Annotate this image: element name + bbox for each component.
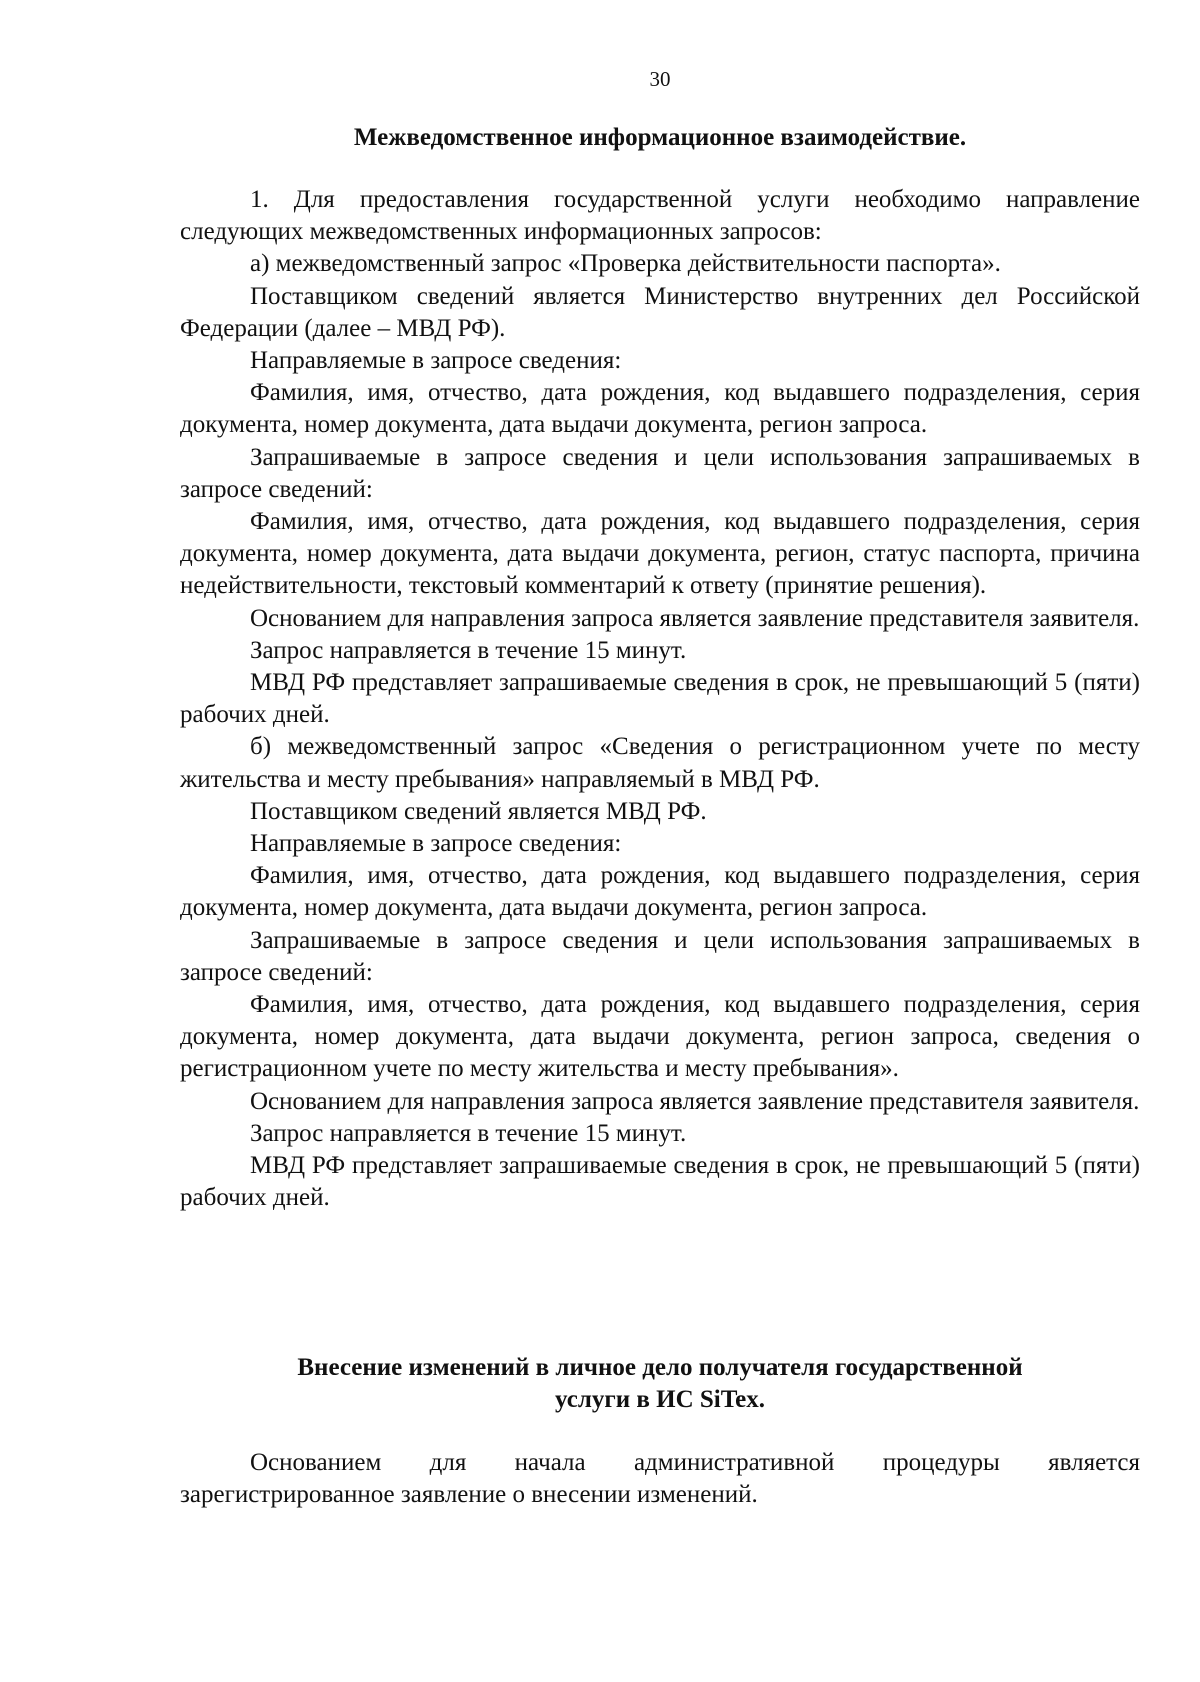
paragraph: МВД РФ представляет запрашиваемые сведения в срок, не превышающий 5 (пяти) рабочих дней. — [180, 1152, 1140, 1212]
paragraph: Основанием для начала административной процедуры является зарегистрированное заявление о внесении изменений. — [180, 1449, 1140, 1509]
paragraph: 1. Для предоставления государственной услуги необходимо направление следующих межведомственных информационных запросов: — [180, 186, 1140, 246]
paragraph: Основанием для направления запроса является заявление представителя заявителя. — [250, 1087, 1140, 1115]
paragraph: Направляемые в запросе сведения: — [250, 347, 622, 375]
paragraph: Основанием для направления запроса является заявление представителя заявителя. — [250, 604, 1140, 632]
section-body-interagency — [180, 184, 1140, 1215]
paragraph: Фамилия, имя, отчество, дата рождения, код выдавшего подразделения, серия документа, номер документа, дата выдачи документа, регион запроса, сведения о регистрационном учете по месту жительства и месту пребывания». — [180, 991, 1140, 1083]
paragraph: Фамилия, имя, отчество, дата рождения, код выдавшего подразделения, серия документа, номер документа, дата выдачи документа, регион запроса. — [180, 862, 1140, 922]
section-title-interagency: Межведомственное информационное взаимодействие. — [353, 124, 967, 151]
section-title-line: Внесение изменений в личное дело получателя государственной — [297, 1354, 1023, 1381]
paragraph: Направляемые в запросе сведения: — [250, 830, 622, 858]
page-number: 30 — [649, 67, 671, 91]
paragraph: Запрос направляется в течение 15 минут. — [250, 1119, 687, 1147]
section-title-personal-file-changes — [180, 1352, 1140, 1416]
paragraph: Запрос направляется в течение 15 минут. — [250, 636, 687, 664]
section-title-line: услуги в ИС SiTex. — [555, 1386, 765, 1413]
paragraph: а) межведомственный запрос «Проверка действительности паспорта». — [250, 250, 1001, 278]
paragraph: Фамилия, имя, отчество, дата рождения, код выдавшего подразделения, серия документа, номер документа, дата выдачи документа, регион запроса. — [180, 379, 1140, 439]
paragraph: Поставщиком сведений является Министерство внутренних дел Российской Федерации (далее – МВД РФ). — [180, 282, 1140, 342]
paragraph: МВД РФ представляет запрашиваемые сведения в срок, не превышающий 5 (пяти) рабочих дней. — [180, 669, 1140, 729]
paragraph: Поставщиком сведений является МВД РФ. — [250, 797, 707, 825]
section-body-personal-file-changes — [180, 1447, 1140, 1511]
paragraph: Фамилия, имя, отчество, дата рождения, код выдавшего подразделения, серия документа, номер документа, дата выдачи документа, регион, статус паспорта, причина недействительности, текстовый комментарий к ответу (принятие решения). — [180, 508, 1140, 600]
paragraph: Запрашиваемые в запросе сведения и цели использования запрашиваемых в запросе сведений: — [180, 443, 1140, 503]
paragraph: Запрашиваемые в запросе сведения и цели использования запрашиваемых в запросе сведений: — [180, 926, 1140, 986]
paragraph: б) межведомственный запрос «Сведения о регистрационном учете по месту жительства и месту пребывания» направляемый в МВД РФ. — [180, 733, 1140, 793]
